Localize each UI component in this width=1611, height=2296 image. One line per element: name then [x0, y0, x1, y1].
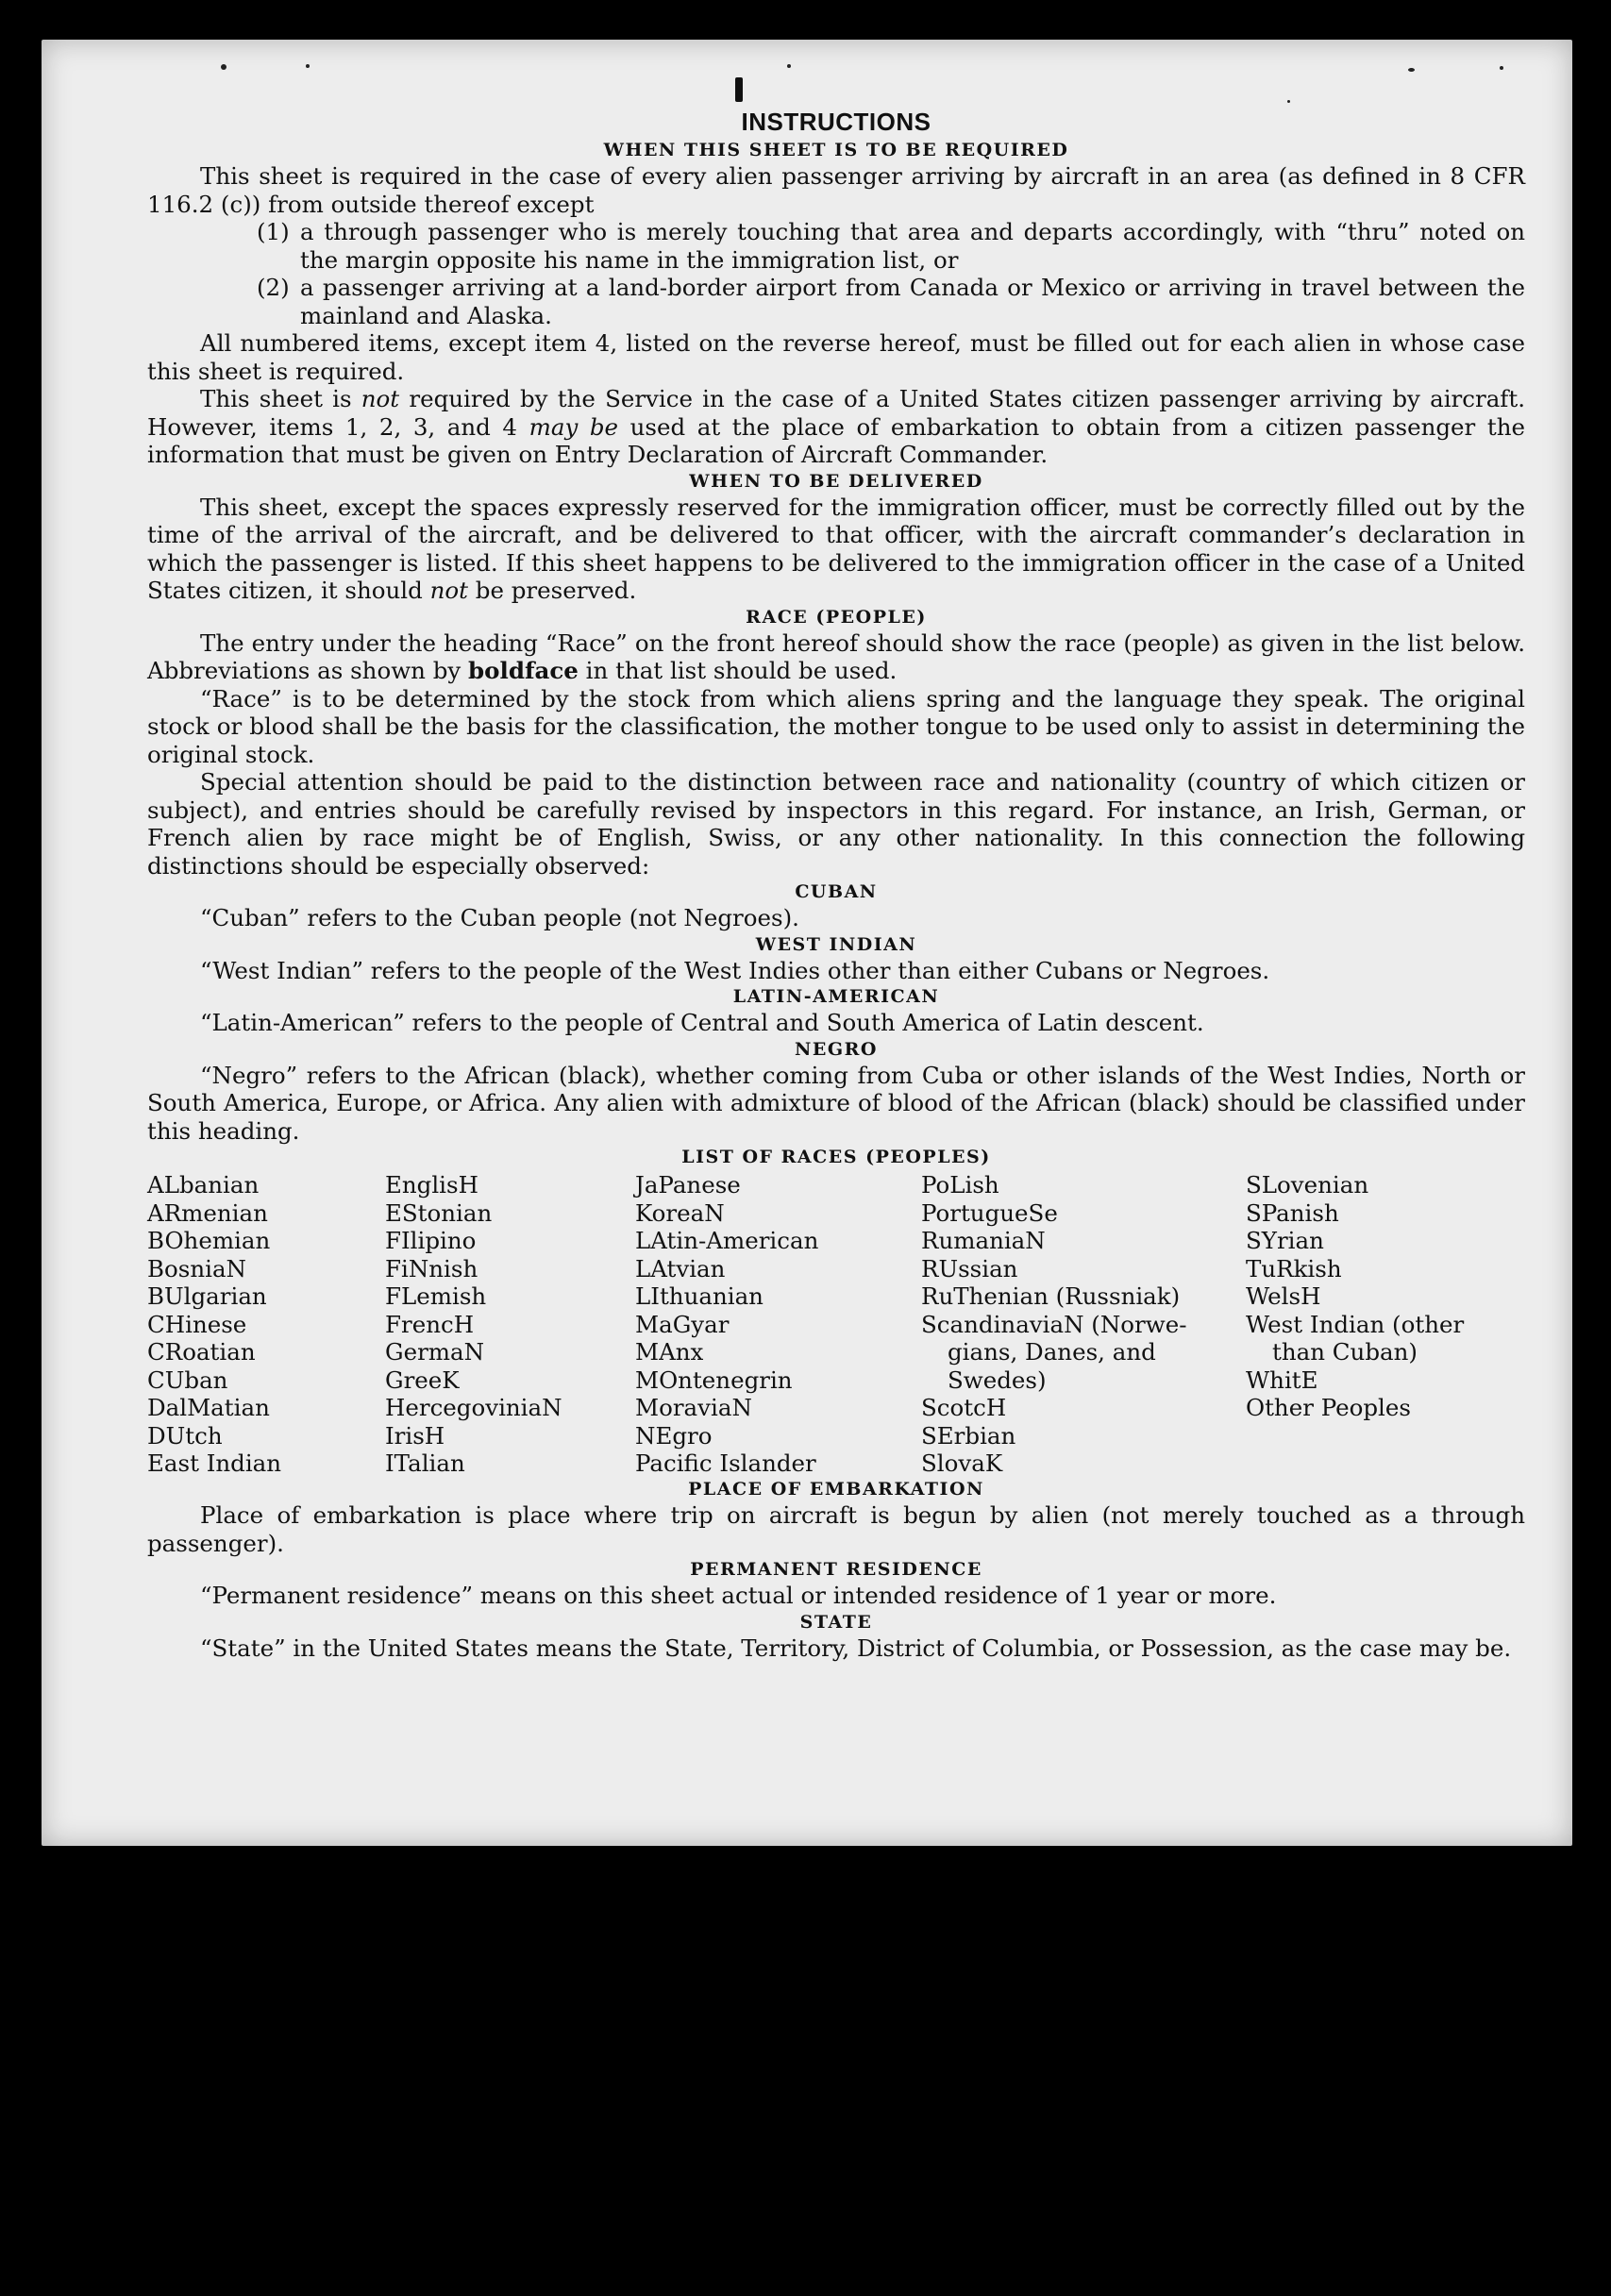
race-item: MOntenegrin: [635, 1366, 793, 1394]
section-heading-west-indian: WEST INDIAN: [755, 933, 917, 955]
section-heading-when-delivered: WHEN TO BE DELIVERED: [689, 470, 983, 492]
race-item: BosniaN: [147, 1254, 246, 1282]
race-column: [385, 1171, 621, 1478]
race-item: SYrian: [1246, 1227, 1324, 1254]
section-heading-list-of-races: LIST OF RACES (PEOPLES): [681, 1147, 991, 1167]
paragraph: “Permanent residence” means on this sheet actual or intended residence of 1 year or more.: [200, 1582, 1277, 1609]
race-item: gians, Danes, and: [948, 1338, 1156, 1366]
paragraph: Special attention should be paid to the distinction between race and nationality (country of which citizen or subject), and entries should be carefully revised by inspectors in this regard. For instance, an Irish, German, or French alien by race might be of English, Swiss, or any other nationality. In this connection the following distinctions should be especially observed:: [147, 768, 1525, 880]
race-item: MaGyar: [635, 1310, 730, 1338]
speck: [787, 64, 791, 68]
staple-mark: [735, 77, 743, 102]
text-run: in that list should be used.: [578, 657, 898, 684]
text-run: This sheet, except the spaces expressly reserved for the immigration officer, must be correctly filled out by the time of the arrival of the aircraft, and be delivered to that officer, with the aircraft commander’s declaration in which the passenger is listed. If this sheet happens to be delivered to the immigration officer in the case of a United States citizen, it should: [147, 493, 1525, 604]
bold-text: boldface: [468, 657, 579, 684]
paragraph: “Race” is to be determined by the stock from which aliens spring and the language they speak. The original stock or blood shall be the basis for the classification, the mother tongue to be used only to assist in determining the original stock.: [147, 684, 1525, 768]
speck: [221, 64, 227, 70]
race-item: WhitE: [1246, 1366, 1318, 1394]
race-item: RumaniaN: [921, 1227, 1046, 1254]
section-heading-permanent-residence: PERMANENT RESIDENCE: [690, 1559, 982, 1580]
section-heading-race: RACE (PEOPLE): [746, 606, 927, 628]
paragraph: “Cuban” refers to the Cuban people (not Negroes).: [200, 904, 799, 931]
item-number: (2): [257, 274, 290, 301]
paragraph: [147, 629, 1525, 685]
race-item: NEgro: [635, 1421, 713, 1450]
text-run: This sheet is: [200, 385, 361, 412]
race-column: [147, 1171, 374, 1478]
race-item: IrisH: [385, 1421, 445, 1450]
race-item: MAnx: [635, 1338, 704, 1366]
race-item: HercegoviniaN: [385, 1394, 562, 1421]
section-heading-cuban: CUBAN: [795, 881, 878, 902]
list-item: [147, 218, 1525, 274]
section-heading-place-of-embarkation: PLACE OF EMBARKATION: [688, 1479, 984, 1500]
list-item: [147, 274, 1525, 329]
italic-text: not: [361, 385, 400, 412]
race-item: JaPanese: [635, 1171, 741, 1198]
race-item: LAtvian: [635, 1254, 726, 1282]
race-column: [635, 1171, 899, 1478]
race-item: RuThenian (Russniak): [921, 1282, 1181, 1310]
race-item: WelsH: [1246, 1282, 1321, 1310]
section-heading-state: STATE: [799, 1611, 873, 1633]
section-heading-negro: NEGRO: [795, 1038, 878, 1060]
item-text: a through passenger who is merely touching that area and departs accordingly, with “thru” noted on the margin opposite his name in the immigration list, or: [300, 218, 1525, 274]
text-run: required by the Service in the case of a United States citizen passenger arriving by aircraft. However, items 1, 2, 3, and 4: [147, 385, 1525, 441]
speck: [1408, 68, 1415, 72]
paragraph: This sheet is required in the case of every alien passenger arriving by aircraft in an area (as defined in 8 CFR 116.2 (c)) from outside thereof except: [147, 162, 1525, 218]
speck: [1287, 100, 1290, 103]
race-item: ARmenian: [147, 1198, 268, 1227]
paragraph: “State” in the United States means the State, Territory, District of Columbia, or Possession, as the case may be.: [200, 1634, 1512, 1662]
paragraph: “Latin-American” refers to the people of Central and South America of Latin descent.: [200, 1009, 1204, 1036]
race-item: SLovenian: [1246, 1171, 1369, 1198]
italic-text: may be: [529, 412, 619, 441]
race-item: TuRkish: [1246, 1254, 1342, 1282]
section-heading-when-required: WHEN THIS SHEET IS TO BE REQUIRED: [603, 140, 1069, 160]
paragraph: [147, 494, 1525, 605]
race-item: MoraviaN: [635, 1394, 752, 1421]
paragraph: “Negro” refers to the African (black), whether coming from Cuba or other islands of the West Indies, North or South America, Europe, or Africa. Any alien with admixture of blood of the African (black) should be classified under this heading.: [147, 1061, 1525, 1145]
race-column: [1246, 1171, 1525, 1422]
race-item: GermaN: [385, 1338, 485, 1366]
paragraph: All numbered items, except item 4, listed on the reverse hereof, must be filled out for each alien in whose case this sheet is required.: [147, 329, 1525, 385]
race-item: EStonian: [385, 1198, 493, 1227]
race-item: ITalian: [385, 1450, 465, 1477]
race-item: CHinese: [147, 1310, 247, 1338]
race-item: PortugueSe: [921, 1198, 1058, 1227]
race-item: FIlipino: [385, 1227, 477, 1254]
race-item: ScotcH: [921, 1394, 1007, 1421]
race-item: DUtch: [147, 1421, 223, 1450]
item-number: (1): [257, 218, 290, 245]
race-item: EnglisH: [385, 1171, 478, 1198]
text-run: Abbreviations as shown by: [147, 657, 469, 684]
speck: [1500, 66, 1503, 70]
text-run: used at the place of embarkation to obtain from a citizen passenger the information that must be given on Entry Declaration of Aircraft Commander.: [147, 412, 1525, 468]
race-item: West Indian (other: [1246, 1310, 1465, 1338]
race-item: than Cuban): [1272, 1338, 1418, 1366]
race-item: GreeK: [385, 1366, 460, 1394]
race-item: LIthuanian: [635, 1282, 764, 1310]
speck: [306, 64, 310, 68]
race-item: East Indian: [147, 1450, 282, 1477]
page-title: INSTRUCTIONS: [741, 108, 931, 136]
race-item: SPanish: [1246, 1198, 1339, 1227]
race-item: DalMatian: [147, 1394, 270, 1421]
race-item: CUban: [147, 1366, 228, 1394]
paragraph: [147, 385, 1525, 469]
race-item: Swedes): [948, 1366, 1047, 1394]
paragraph: Place of embarkation is place where trip on aircraft is begun by alien (not merely touched as a through passenger).: [147, 1501, 1525, 1557]
italic-text: not: [429, 577, 468, 604]
race-list: [147, 1171, 1525, 1477]
text-run: The entry under the heading “Race” on the front hereof should show the race (people) as given in the list below.: [200, 628, 1525, 657]
race-item: LAtin-American: [635, 1227, 819, 1254]
document-sheet: [42, 40, 1572, 1846]
section-heading-latin-american: LATIN-AMERICAN: [732, 986, 940, 1007]
race-item: BUlgarian: [147, 1282, 267, 1310]
race-item: SErbian: [921, 1421, 1016, 1450]
race-item: PoLish: [921, 1171, 999, 1198]
race-item: SlovaK: [921, 1450, 1003, 1477]
race-item: Pacific Islander: [635, 1450, 816, 1477]
instructions-content: [147, 106, 1525, 1662]
race-item: FLemish: [385, 1282, 487, 1310]
paragraph: “West Indian” refers to the people of the West Indies other than either Cubans or Negroes.: [200, 956, 1270, 984]
race-item: FiNnish: [385, 1254, 478, 1282]
item-text: a passenger arriving at a land-border airport from Canada or Mexico or arriving in travel between the mainland and Alaska.: [300, 274, 1525, 329]
race-item: FrencH: [385, 1310, 475, 1338]
race-item: BOhemian: [147, 1227, 271, 1254]
race-item: Other Peoples: [1246, 1394, 1411, 1421]
text-run: be preserved.: [467, 577, 637, 604]
race-item: ALbanian: [147, 1171, 260, 1198]
race-item: KoreaN: [635, 1198, 725, 1227]
race-column: [921, 1171, 1204, 1478]
race-item: ScandinaviaN (Norwe-: [921, 1310, 1187, 1338]
race-item: CRoatian: [147, 1338, 256, 1366]
race-item: RUssian: [921, 1254, 1018, 1282]
